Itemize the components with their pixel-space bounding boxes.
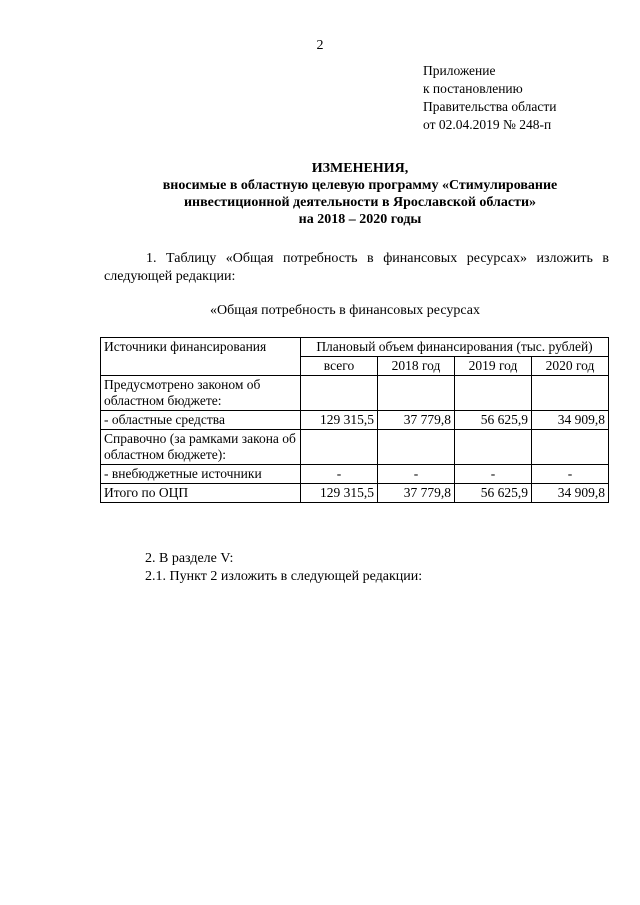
row-label: - областные средства [101, 411, 301, 430]
paragraph-2-block [145, 550, 422, 586]
cell-value: 34 909,8 [532, 484, 609, 503]
cell-value [378, 376, 455, 411]
cell-value [378, 430, 455, 465]
cell-value: 56 625,9 [455, 411, 532, 430]
cell-value [455, 430, 532, 465]
page-number: 2 [316, 38, 324, 53]
appendix-line: Правительства области [423, 99, 557, 114]
cell-value [532, 376, 609, 411]
column-header: 2018 год [378, 357, 455, 376]
row-label: - внебюджетные источники [101, 465, 301, 484]
paragraph-3: 2.1. Пункт 2 изложить в следующей редакции: [145, 569, 423, 584]
header-source: Источники финансирования [101, 338, 301, 376]
cell-value [301, 376, 378, 411]
title-line: вносимые в областную целевую программу «Стимулирование [162, 178, 558, 193]
table-row [101, 411, 609, 430]
cell-value: 37 779,8 [378, 411, 455, 430]
table-caption: «Общая потребность в финансовых ресурсах [210, 303, 480, 318]
cell-value: 56 625,9 [455, 484, 532, 503]
cell-value [455, 376, 532, 411]
cell-value: - [532, 465, 609, 484]
title-line: инвестиционной деятельности в Ярославской области» [183, 195, 537, 210]
cell-value: 34 909,8 [532, 411, 609, 430]
row-label: Предусмотрено законом об областном бюджете: [101, 376, 301, 411]
cell-value: - [455, 465, 532, 484]
appendix-line: от 02.04.2019 № 248-п [423, 117, 552, 132]
cell-value: 37 779,8 [378, 484, 455, 503]
cell-value: 129 315,5 [301, 484, 378, 503]
title-line: ИЗМЕНЕНИЯ, [311, 161, 409, 176]
paragraph-2: 2. В разделе V: [145, 551, 234, 566]
cell-value: 129 315,5 [301, 411, 378, 430]
table-row [101, 465, 609, 484]
row-label: Итого по ОЦП [101, 484, 301, 503]
table-row-total [101, 484, 609, 503]
financing-table [100, 337, 609, 503]
row-label: Справочно (за рамками закона об областном бюджете): [101, 430, 301, 465]
title-line: на 2018 – 2020 годы [298, 212, 422, 227]
column-header: 2019 год [455, 357, 532, 376]
cell-value [532, 430, 609, 465]
table-row [101, 430, 609, 465]
cell-value [301, 430, 378, 465]
cell-value: - [378, 465, 455, 484]
appendix-line: Приложение [423, 63, 496, 78]
column-header: 2020 год [532, 357, 609, 376]
table-row [101, 376, 609, 411]
appendix-block [423, 62, 556, 134]
header-volume: Плановый объем финансирования (тыс. рублей) [301, 338, 609, 357]
cell-value: - [301, 465, 378, 484]
table-header-row [101, 338, 609, 357]
document-title [90, 160, 630, 228]
paragraph-1: 1. Таблицу «Общая потребность в финансовых ресурсах» изложить в следующей редакции: [104, 251, 609, 284]
column-header: всего [301, 357, 378, 376]
appendix-line: к постановлению [423, 81, 523, 96]
